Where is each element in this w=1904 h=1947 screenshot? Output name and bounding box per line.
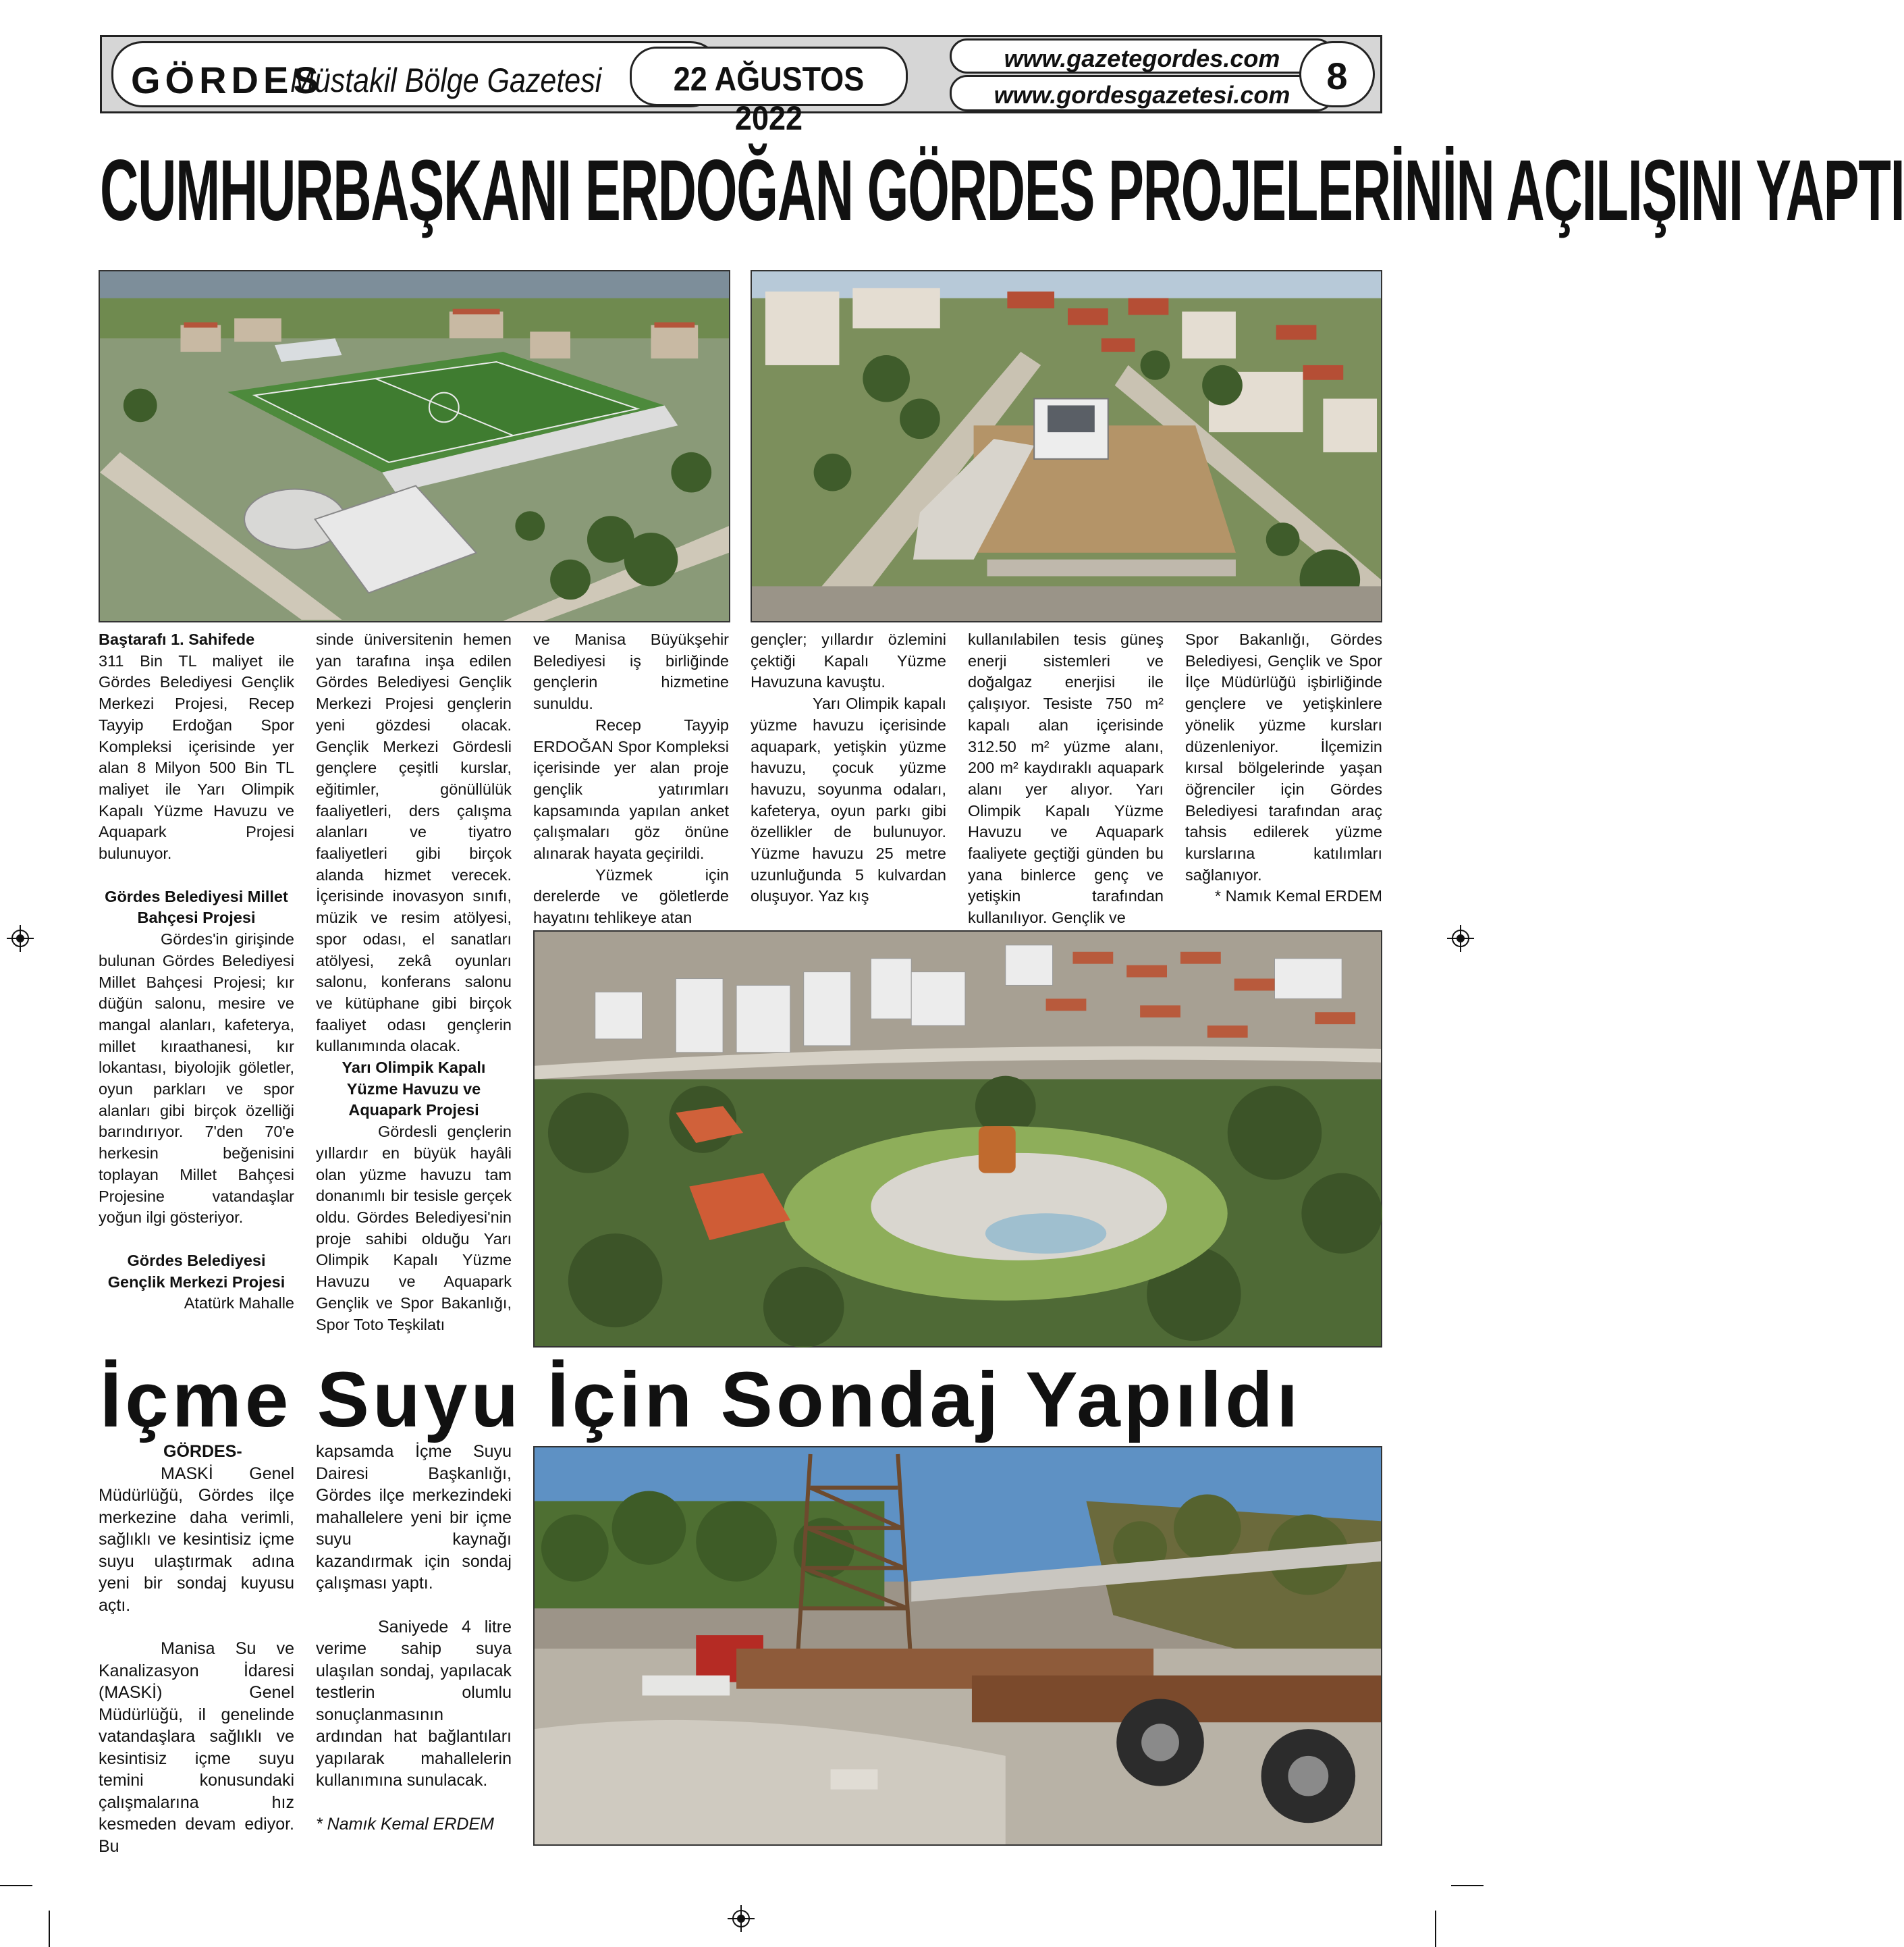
website-box-1 (950, 38, 1334, 74)
paragraph: ve Manisa Büyükşehir Belediyesi iş birliğinde gençlerin hizmetine sunuldu. (533, 631, 729, 713)
spacer (99, 1229, 294, 1250)
byline: * Namık Kemal ERDEM (316, 1814, 494, 1834)
registration-mark-icon (728, 1905, 755, 1932)
spacer (316, 1792, 512, 1813)
paragraph: MASKİ Genel Müdürlüğü, Gördes ilçe merkezine daha verimli, sağlıklı ve kesintisiz içme suyu ulaştırmak adına yeni bir sondaj kuyusu açtı. (99, 1464, 294, 1615)
issue-date: 22 AĞUSTOS 2022 (673, 60, 865, 137)
subheading: Gördes Belediyesi Millet Bahçesi Projesi (105, 887, 288, 927)
park-aerial-photo (751, 270, 1382, 622)
paper-subtitle: Müstakil Bölge Gazetesi (290, 61, 602, 99)
spacer (99, 865, 294, 886)
paragraph: Saniyede 4 litre verime sahip suya ulaşılan sondaj, yapılacak testlerin olumlu sonuçlanmasının ardından hat bağlantıları yapılarak mahallelerin kullanımına sunulacak. (316, 1617, 512, 1790)
paragraph: Gördes'in girişinde bulunan Gördes Belediyesi Millet Bahçesi Projesi; kır düğün salonu, mesire ve mangal alanları, kafeterya, millet kıraathanesi, kır lokantası, biyolojik göletler, oyun parkları ve spor alanları gibi birçok özelliği barındırıyor. 7'den 70'e herkesin beğenisini toplayan Millet Bahçesi Projesine vatandaşlar yoğun ilgi gösteriyor. (99, 930, 294, 1227)
crop-mark (49, 1911, 50, 1947)
article-2-column-2 (316, 1441, 512, 1835)
subheading: Gördes Belediyesi Gençlik Merkezi Projesi (107, 1251, 285, 1291)
paragraph: Yüzmek için derelerde ve göletlerde hayatını tehlikeye atan (533, 865, 729, 927)
article-1-column-6 (1185, 629, 1382, 907)
drilling-rig-photo (533, 1446, 1382, 1846)
paragraph: Atatürk Mahalle (184, 1294, 294, 1312)
website-2: www.gordesgazetesi.com (994, 81, 1290, 109)
crop-mark (1451, 1885, 1484, 1886)
dateline: GÖRDES- (163, 1442, 242, 1461)
website-1: www.gazetegordes.com (1004, 45, 1280, 72)
crop-mark (1435, 1911, 1436, 1947)
main-headline: CUMHURBAŞKANI ERDOĞAN GÖRDES PROJELERİNİN AÇILIŞINI YAPTI (100, 142, 1904, 239)
article-1-column-3 (533, 629, 729, 929)
page-number-box (1299, 41, 1375, 107)
registration-mark-icon (7, 925, 34, 952)
paragraph: kullanılabilen tesis güneş enerji sistemleri ve doğalgaz enerjisi ile çalışıyor. Tesiste 750 m² kapalı alan içerisinde 312.50 m² yüzme alanı, 200 m² kaydıraklı aquapark alanı yer alıyor. Yarı Olimpik Kapalı Yüzme Havuzu ve Aquapark faaliyete geçtiği günden bu yana binlerce genç ve yetişkin tarafından kullanılıyor. Gençlik ve (968, 631, 1164, 927)
paragraph: Yarı Olimpik kapalı yüzme havuzu içerisinde aquapark, yetişkin yüzme havuzu, çocuk yüzme havuzu, soyunma odaları, kafeterya, oyun parkı gibi özellikler de bulunuyor. Yüzme havuzu 25 metre uzunluğunda 5 kulvardan oluşuyor. Yaz kış (751, 695, 946, 905)
article-2-column-1 (99, 1441, 294, 1857)
continuation-note: Baştarafı 1. Sahifede (99, 631, 255, 648)
article-1-column-1 (99, 629, 294, 1314)
paragraph: gençler; yıllardır özlemini çektiği Kapalı Yüzme Havuzuna kavuştu. (751, 631, 946, 691)
article-1-column-5 (968, 629, 1164, 929)
date-box (630, 47, 908, 137)
page-number: 8 (1326, 55, 1348, 97)
paragraph: Spor Bakanlığı, Gördes Belediyesi, Gençlik ve Spor İlçe Müdürlüğü işbirliğinde gençlere ve yetişkinlere yönelik yüzme kursları düzenleniyor. İlçemizin kırsal bölgelerinde yaşan öğrenciler için Gördes Belediyesi tarafından araç tahsis edilerek yüzme kurslarına katılımları sağlanıyor. (1185, 631, 1382, 884)
paragraph: Gördesli gençlerin yıllardır en büyük hayâli olan yüzme havuzu tam donanımlı bir tesisle gerçek oldu. Gördes Belediyesi'nin proje sahibi olduğu Yarı Olimpik Kapalı Yüzme Havuzu ve Aquapark Gençlik ve Spor Bakanlığı, Spor Toto Teşkilatı (316, 1123, 512, 1333)
masthead (100, 35, 1382, 137)
stadium-aerial-photo (99, 270, 730, 622)
paragraph: 311 Bin TL maliyet ile Gördes Belediyesi Gençlik Merkezi Projesi, Recep Tayyip Erdoğan Spor Kompleksi içerisinde yer alan 8 Milyon 500 Bin TL maliyet ile Yarı Olimpik Kapalı Yüzme Havuzu ve Aquapark Projesi bulunuyor. (99, 651, 294, 863)
registration-mark-icon (1447, 925, 1474, 952)
byline: * Namık Kemal ERDEM (1214, 887, 1382, 905)
crop-mark (0, 1885, 32, 1886)
paper-name: GÖRDES (131, 59, 323, 101)
paragraph: kapsamda İçme Suyu Dairesi Başkanlığı, Gördes ilçe merkezindeki mahallelere yeni bir içme suyu kaynağı kazandırmak için sondaj çalışması yaptı. (316, 1442, 512, 1593)
second-headline: İçme Suyu İçin Sondaj Yapıldı (100, 1356, 1302, 1443)
paragraph: sinde üniversitenin hemen yan tarafına inşa edilen Gördes Belediyesi Gençlik Merkezi Projesi gençlerin yeni gözdesi olacak. Gençlik Merkezi Gördesli gençlere çeşitli kurslar, eğitimler, gönüllülük faaliyetleri, ders çalışma alanları ve tiyatro faaliyetleri gibi birçok alanda hizmet verecek. İçerisinde inovasyon sınıfı, müzik ve resim atölyesi, spor odası, el sanatları atölyesi, zekâ oyunları salonu, konferans salonu ve kütüphane gibi birçok faaliyet odası gençlerin kullanımında olacak. (316, 631, 512, 1055)
paragraph: Manisa Su ve Kanalizasyon İdaresi (MASKİ) Genel Müdürlüğü, il genelinde vatandaşlara sağlıklı ve kesintisiz içme suyu temini konusundaki çalışmalarına hız kesmeden devam ediyor. Bu (99, 1639, 294, 1856)
spacer (316, 1595, 512, 1616)
millet-bahcesi-aerial-photo (533, 930, 1382, 1348)
article-1-column-4 (751, 629, 946, 907)
spacer (99, 1616, 294, 1638)
paragraph: Recep Tayyip ERDOĞAN Spor Kompleksi içerisinde yer alan proje gençlik yatırımları kapsamında yapılan anket çalışmaları göz önüne alınarak hayata geçirildi. (533, 716, 729, 863)
subheading: Yarı Olimpik Kapalı Yüzme Havuzu ve Aquapark Projesi (342, 1059, 486, 1119)
article-1-column-2 (316, 629, 512, 1335)
website-box-2 (950, 75, 1334, 111)
